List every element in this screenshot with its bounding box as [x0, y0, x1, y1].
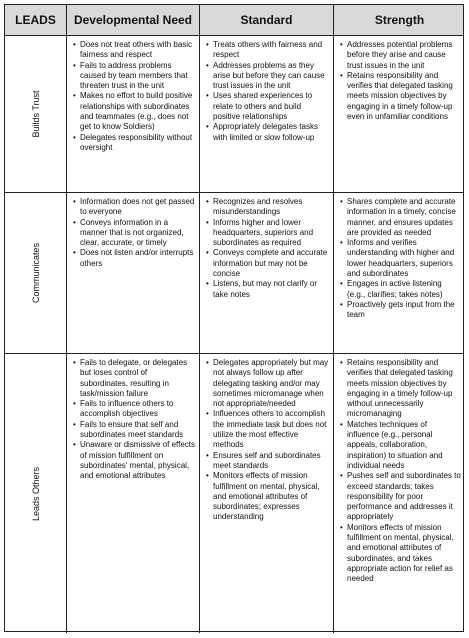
list-item: • Does not treat others with basic fairness and respect	[73, 40, 195, 61]
leads-assessment-table	[4, 4, 464, 632]
row-label: Builds Trust	[30, 90, 41, 138]
row-label-cell	[5, 354, 67, 633]
list-item: • Conveys complete and accurate information but may not be concise	[206, 248, 329, 279]
list-item: • Retains responsibility and verifies that delegated tasking meets mission objectives by engaging in a timely follow-up without unnecessarily micromanaging	[340, 358, 461, 420]
list-item: • Fails to ensure that self and subordinates meet standards	[73, 420, 195, 441]
list-item: • Engages in active listening (e.g., clarifies; takes notes)	[340, 279, 461, 300]
standard-cell	[200, 354, 334, 633]
standard-list	[200, 36, 333, 143]
developmental-need-list	[67, 36, 199, 153]
list-item: • Ensures self and subordinates meet standards	[206, 451, 329, 472]
list-item: • Retains responsibility and verifies that delegated tasking meets mission objectives by engaging in a timely follow-up even in unfamiliar conditions	[340, 71, 461, 122]
list-item: • Proactively gets input from the team	[340, 300, 461, 321]
row-label-cell	[5, 36, 67, 192]
list-item: • Delegates appropriately but may not always follow up after delegating tasking and/or may sometimes micromanage when not appropriate/needed	[206, 358, 329, 409]
table-row	[5, 193, 463, 354]
strength-list	[334, 354, 465, 585]
list-item: • Conveys information in a manner that is not organized, clear, accurate, or timely	[73, 218, 195, 249]
developmental-need-cell	[67, 193, 200, 353]
row-label: Leads Others	[30, 466, 41, 521]
list-item: • Monitors effects of mission fulfillment on mental, physical, and emotional attributes of subordinates, and takes appropriate action for relief as needed	[340, 523, 461, 585]
strength-list	[334, 36, 465, 122]
list-item: • Fails to influence others to accomplish objectives	[73, 399, 195, 420]
row-label: Communicates	[30, 242, 41, 304]
header-leads: LEADS	[5, 5, 67, 35]
strength-cell	[334, 193, 465, 353]
developmental-need-cell	[67, 36, 200, 192]
standard-list	[200, 354, 333, 523]
list-item: • Informs and verifies understanding with higher and lower headquarters, superiors and subordinates	[340, 238, 461, 279]
list-item: • Information does not get passed to everyone	[73, 197, 195, 218]
row-label-cell	[5, 193, 67, 353]
list-item: • Fails to delegate, or delegates but loses control of subordinates, resulting in task/mission failure	[73, 358, 195, 399]
list-item: • Listens, but may not clarify or take notes	[206, 279, 329, 300]
header-developmental-need: Developmental Need	[67, 5, 200, 35]
strength-cell	[334, 354, 465, 633]
list-item: • Fails to address problems caused by team members that threaten trust in the unit	[73, 61, 195, 92]
list-item: • Unaware or dismissive of effects of mission fulfillment on subordinates' mental, physical, and emotional attributes	[73, 440, 195, 481]
table-row	[5, 36, 463, 193]
standard-cell	[200, 36, 334, 192]
list-item: • Monitors effects of mission fulfillment on mental, physical, and emotional attributes of subordinates; expresses understanding	[206, 471, 329, 522]
list-item: • Recognizes and resolves misunderstandings	[206, 197, 329, 218]
list-item: • Influences others to accomplish the immediate task but does not utilize the most effective methods	[206, 409, 329, 450]
list-item: • Addresses potential problems before they arise and cause trust issues in the unit	[340, 40, 461, 71]
standard-list	[200, 193, 333, 300]
header-strength: Strength	[374, 13, 425, 27]
standard-cell	[200, 193, 334, 353]
strength-cell	[334, 36, 465, 192]
table-header-row	[5, 5, 463, 36]
list-item: • Addresses problems as they arise but before they can cause trust issues in the unit	[206, 61, 329, 92]
table-row	[5, 354, 463, 633]
list-item: • Makes no effort to build positive relationships with subordinates and teammates (e.g., does not get to know Soldiers)	[73, 91, 195, 132]
list-item: • Appropriately delegates tasks with limited or slow follow-up	[206, 122, 329, 143]
list-item: • Pushes self and subordinates to exceed standards; takes responsibility for poor performance and addresses it appropriately	[340, 471, 461, 522]
list-item: • Delegates responsibility without oversight	[73, 133, 195, 154]
list-item: • Shares complete and accurate information in a timely, concise manner, and ensures updates are provided as needed	[340, 197, 461, 238]
developmental-need-cell	[67, 354, 200, 633]
developmental-need-list	[67, 354, 199, 482]
list-item: • Does not listen and/or interrupts others	[73, 248, 195, 269]
list-item: • Uses shared experiences to relate to others and build positive relationships	[206, 91, 329, 122]
developmental-need-list	[67, 193, 199, 269]
list-item: • Treats others with fairness and respect	[206, 40, 329, 61]
list-item: • Informs higher and lower headquarters, superiors and subordinates as required	[206, 218, 329, 249]
strength-list	[334, 193, 465, 321]
list-item: • Matches techniques of influence (e.g., personal appeals, collaboration, inspiration) to situation and individual needs	[340, 420, 461, 471]
header-standard: Standard	[200, 5, 334, 35]
